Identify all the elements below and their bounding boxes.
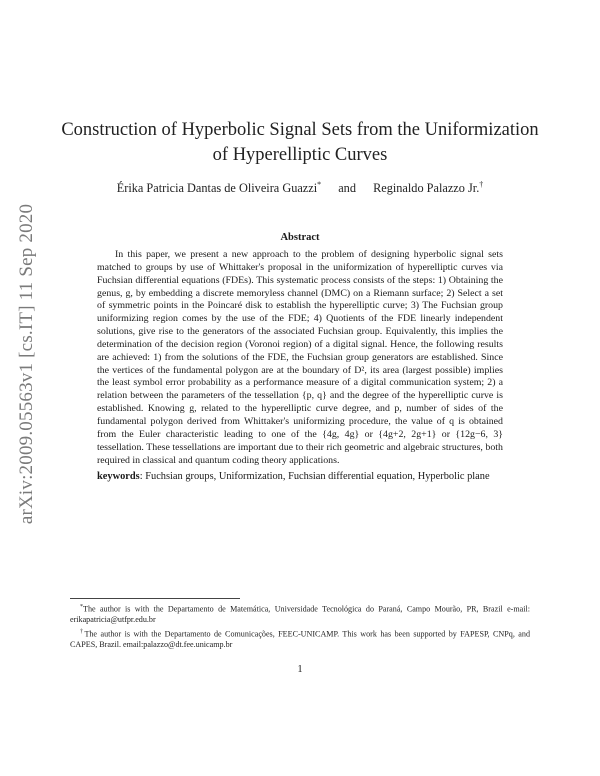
paper-title: Construction of Hyperbolic Signal Sets from the Uniformization of Hyperelliptic Curves (61, 120, 539, 165)
keywords-line (97, 471, 537, 482)
arxiv-stamp (14, 194, 40, 534)
footnote-mark: † (80, 628, 85, 635)
arxiv-identifier: arXiv:2009.05563v1 [cs.IT] 11 Sep 2020 (16, 203, 37, 525)
abstract-body: In this paper, we present a new approach to the problem of designing hyperbolic signal sets matched to groups by use of Whittaker's proposal in the uniformization of hyperelliptic curves via Fuchsian differential equations (FDEs). This systematic process consists of the steps: 1) Obtaining the genus, g, by embedding a discrete memoryless channel (DMC) on a Riemann surface; 2) Select a set of symmetric points in the Poincaré disk to establish the hyperelliptic curve; 3) The Fuchsian group uniformizing region comes by the use of the FDE; 4) Quotients of the FDE linearly independent solutions, give rise to the generators of the associated Fuchsian group. Equivalently, this implies the determination of the decision region (Voronoi region) of a digital signal. Hence, the following results are achieved: 1) from the solutions of the FDE, the Fuchsian group generators are established. Since the vertices of the fundamental polygon are at the boundary of D², its area (largest possible) implies the least symbol error probability as a performance measure of a digital communication system; 2) a relation between the parameters of the tessellation {p, q} and the degree of the hyperelliptic curve is established. Knowing g, related to the hyperelliptic curve degree, and p, number of sides of the fundamental polygon derived from Whittaker's uniformizing procedure, the value of q is obtained from the Euler characteristic leading to one of the {4g, 4g} or {4g+2, 2g+1} or {12g−6, 3} tessellation. These tessellations are important due to their rich geometric and algebraic structures, both required in classical and quantum coding theory applications. (97, 249, 503, 466)
author-footnote-mark: † (479, 180, 484, 189)
author-conjunction: and (338, 181, 356, 196)
author-list (60, 180, 540, 196)
page-number: 1 (297, 664, 303, 675)
abstract-heading: Abstract (280, 232, 320, 243)
footnote (70, 602, 530, 626)
author-name: Reginaldo Palazzo Jr. (373, 181, 480, 196)
keywords-list: : Fuchsian groups, Uniformization, Fuchsian differential equation, Hyperbolic plane (139, 471, 490, 482)
keywords-label: keywords (97, 471, 140, 482)
footnote-divider (70, 598, 240, 599)
footnote-text: The author is with the Departamento de Comunicações, FEEC-UNICAMP. This work has been supported by FAPESP, CNPq, and CAPES, Brazil. email:palazzo@dt.fee.unicamp.br (70, 629, 530, 650)
author-footnote-mark: * (317, 180, 322, 189)
footnote-mark: * (80, 604, 83, 610)
author-name: Érika Patricia Dantas de Oliveira Guazzi (116, 181, 318, 196)
footnote (70, 627, 530, 651)
footnotes (70, 602, 530, 652)
footnote-text: The author is with the Departamento de Matemática, Universidade Tecnológica do Paraná, Campo Mourão, PR, Brazil e-mail: erikapatricia@utfpr.edu.br (70, 604, 530, 625)
